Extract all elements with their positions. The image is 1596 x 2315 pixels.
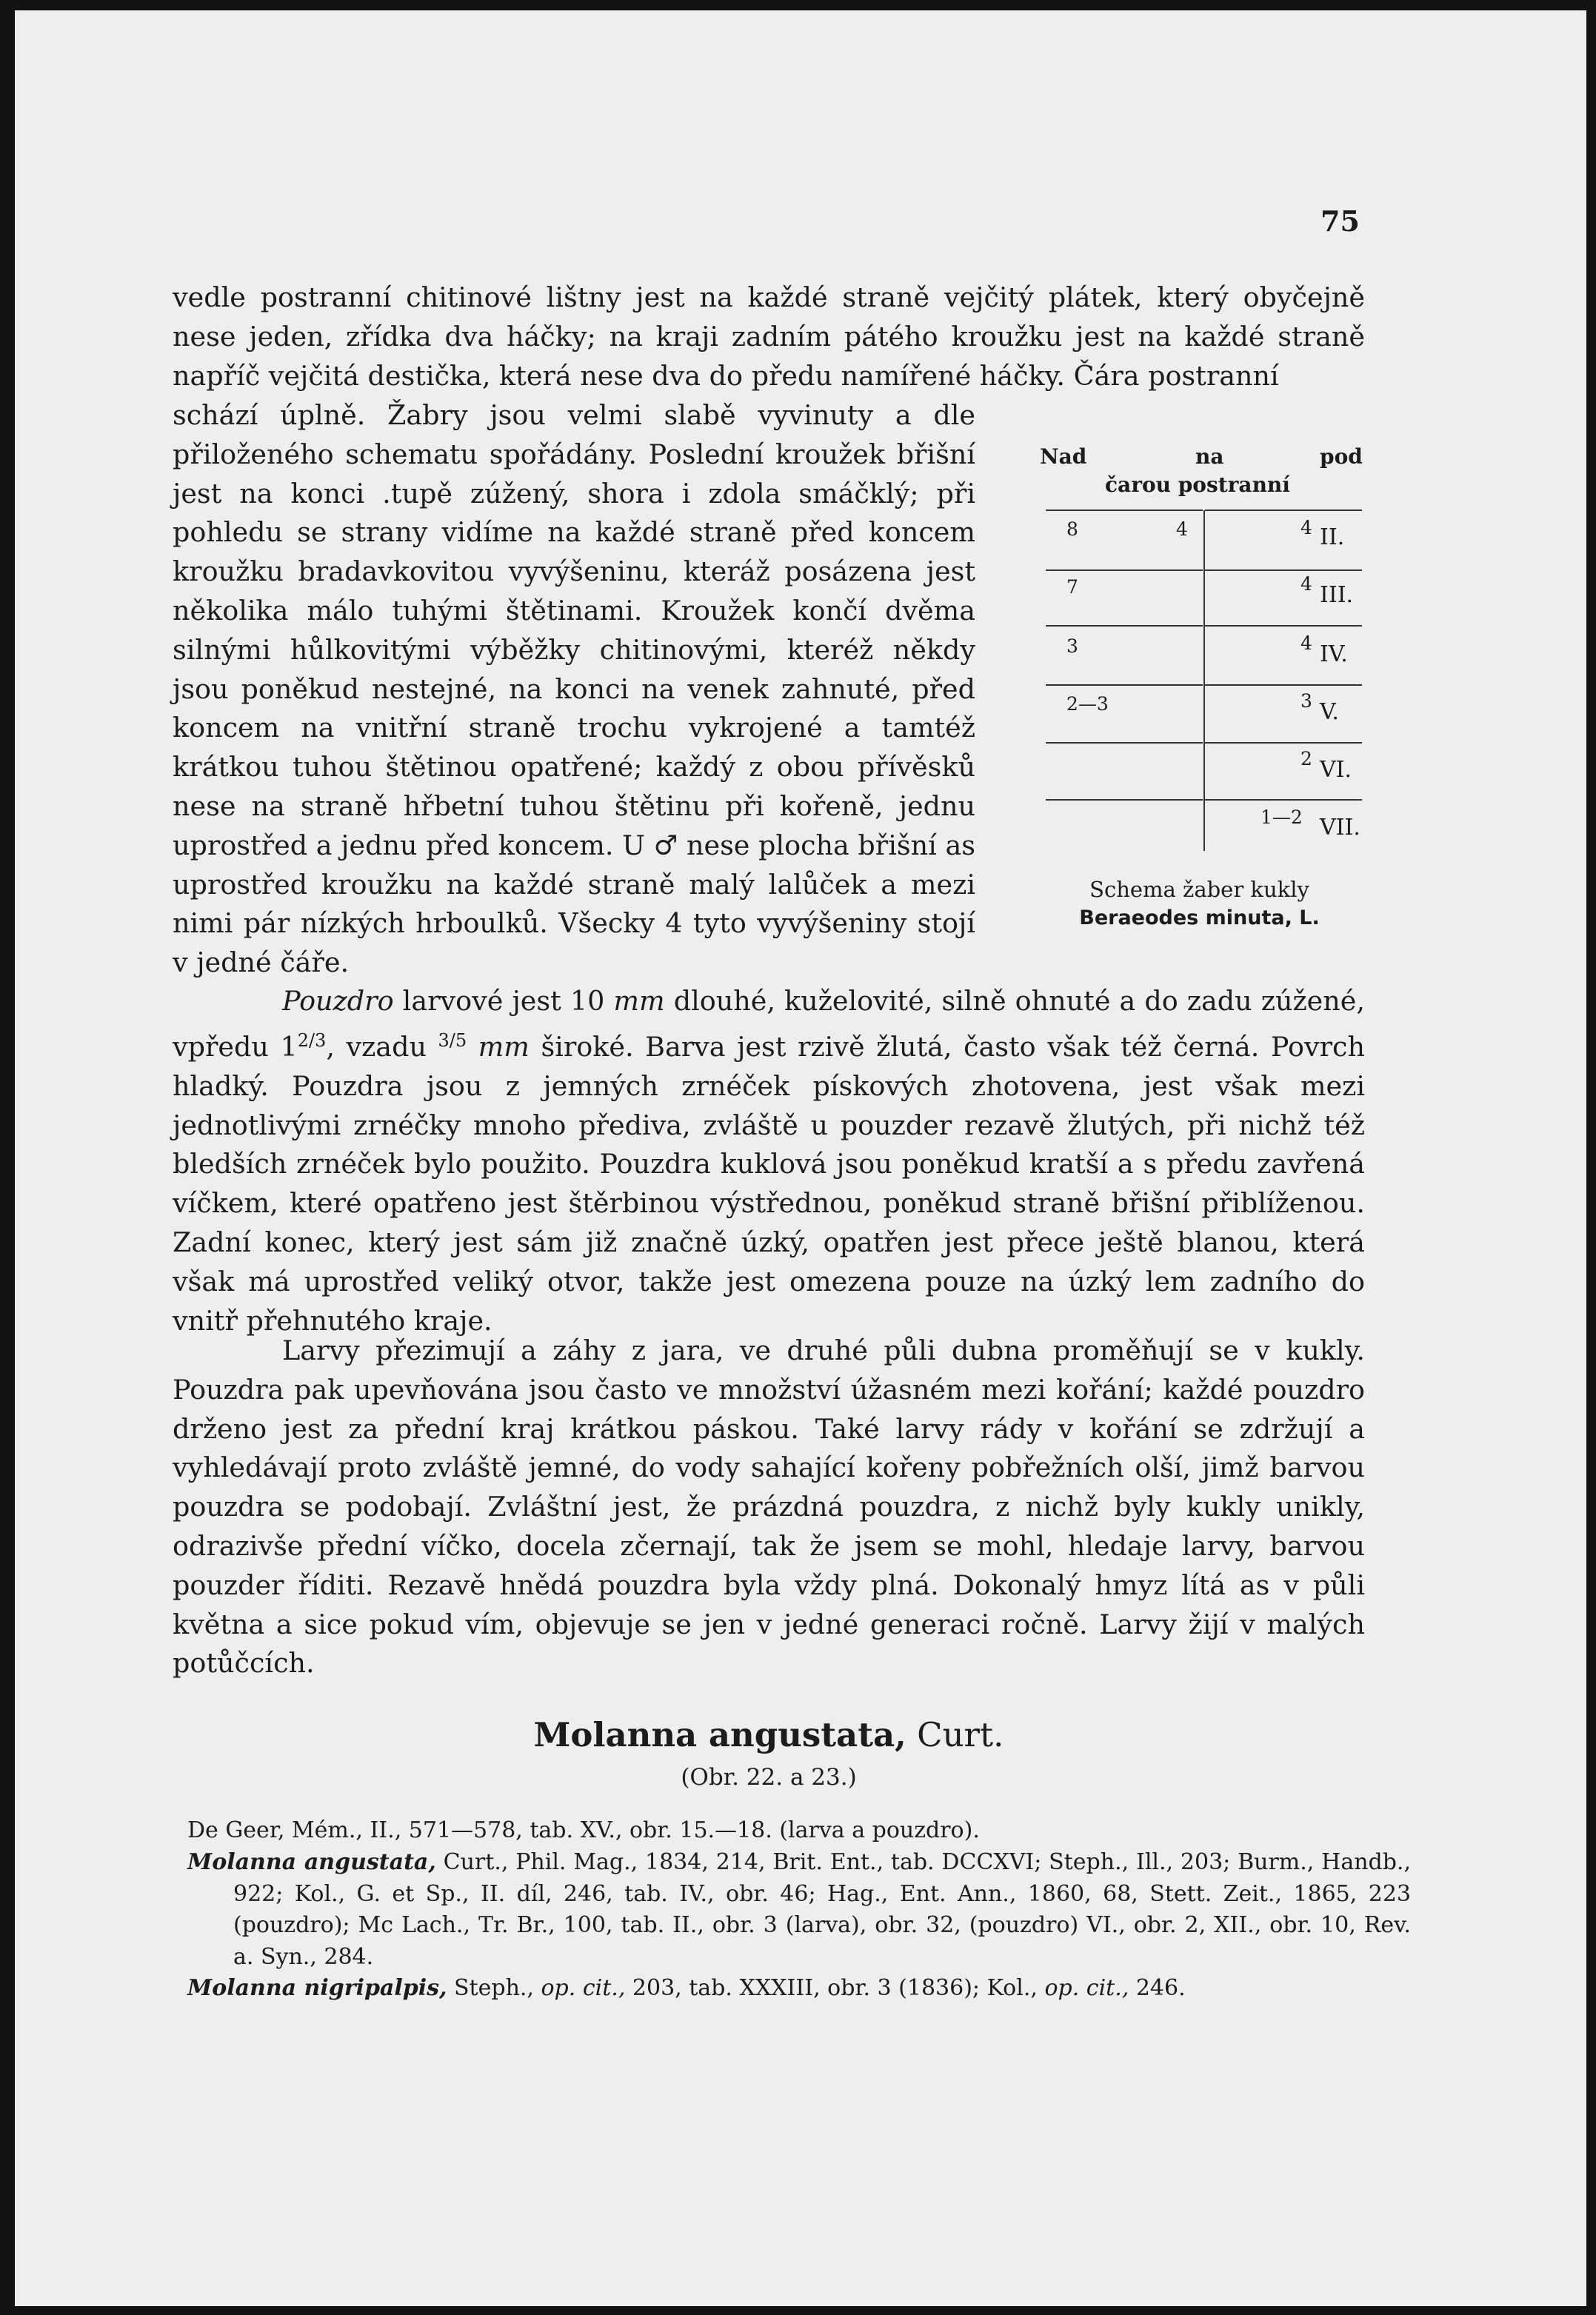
paragraph-top: vedle postranní chitinové lištny jest na každé straně vejčitý plátek, který obyčejně nese jeden, zřídka dva háčky; na kraji zadním pátého kroužku jest na každé straně napříč vejčitá destička, která nese dva do předu namířené háčky. Čára postranní bbox=[173, 281, 1365, 392]
book-page bbox=[15, 10, 1586, 2306]
paragraph-gills: schází úplně. Žabry jsou velmi slabě vyvinuty a dle přiloženého schematu spořádány. Poslední kroužek břišní jest na konci .tupě zúžený, shora i zdola smáčklý; při pohledu se strany vidíme na každé straně před koncem kroužku bradavkovitou vyvýšeninu, kteráž posázena jest několika málo tuhými štětinami. Kroužek končí dvěma silnými hůlkovitými výběžky chitinovými, kteréž někdy jsou poněkud nestejné, na konci na venek zahnuté, před koncem na vnitřní straně trochu vykrojené a tamtéž krátkou tuhou štětinou opatřené; každý z obou přívěsků nese na straně hřbetní tuhou štětinu při kořeně, jednu uprostřed a jednu před koncem. U ♂ nese plocha břišní as uprostřed kroužku na každé straně malý lalůček a mezi nimi pár nízkých hrboulků. Všecky 4 tyto vyvýšeniny stojí v jedné čáře. bbox=[173, 399, 975, 979]
row-line bbox=[1046, 684, 1203, 686]
species-heading: Molanna angustata, Curt. bbox=[533, 1715, 1004, 1754]
row-6-segment: VI. bbox=[1320, 757, 1352, 783]
fraction: 3/5 bbox=[438, 1029, 467, 1051]
row-line bbox=[1205, 799, 1362, 801]
row-2-segment: II. bbox=[1320, 524, 1345, 550]
row-line bbox=[1046, 510, 1203, 511]
schema-header-on: na bbox=[1195, 444, 1224, 469]
row-3-below: 4 bbox=[1300, 573, 1312, 595]
schema-caption-line1: Schema žaber kukly bbox=[1089, 877, 1309, 902]
reference-molanna-nigripalpis: Molanna nigripalpis, Steph., op. cit., 203, tab. XXXIII, obr. 3 (1836); Kol., op. cit., 246. bbox=[187, 1975, 1186, 2001]
row-6-below: 2 bbox=[1300, 748, 1312, 769]
row-4-segment: IV. bbox=[1320, 641, 1348, 667]
row-2-above: 8 bbox=[1066, 518, 1078, 540]
reference-molanna-angustata: Molanna angustata, Curt., Phil. Mag., 1834, 214, Brit. Ent., tab. DCCXVI; Steph., Ill., 203; Burm., Handb., 922; Kol., G. et Sp., II. díl, 246, tab. IV., obr. 46; Hag., Ent. Ann., 1860, 68, Stett. Zeit., 1865, 223 (pouzdro); Mc Lach., Tr. Br., 100, tab. II., obr. 3 (larva), obr. 32, (pouzdro) VI., obr. 2, XII., obr. 10, Rev. a. Syn., 284. bbox=[187, 1849, 1412, 1970]
fraction: 2/3 bbox=[297, 1029, 327, 1051]
row-4-below: 4 bbox=[1300, 632, 1312, 654]
reference-de-geer: De Geer, Mém., II., 571—578, tab. XV., obr. 15.—18. (larva a pouzdro). bbox=[187, 1817, 980, 1843]
row-7-below: 1—2 bbox=[1261, 806, 1303, 828]
row-2-on: 4 bbox=[1176, 518, 1188, 540]
row-2-below: 4 bbox=[1300, 517, 1312, 538]
row-line bbox=[1046, 742, 1203, 744]
page-number: 75 bbox=[1320, 204, 1360, 238]
paragraph-larvae: Larvy přezimují a záhy z jara, ve druhé půli dubna proměňují se v kukly. Pouzdra pak upevňována jsou často ve množství úžasném mezi kořání; každé pouzdro drženo jest za přední kraj krátkou páskou. Také larvy rády v kořání se zdržují a vyhledávají proto zvláště jemné, do vody sahající kořeny pobřežních olší, jimž barvou pouzdra se podobají. Zvláštní jest, že prázdná pouzdra, z nichž byly kukly unikly, odrazivše přední víčko, docela zčernají, tak že jsem se mohl, hledaje larvy, barvou pouzder říditi. Rezavě hnědá pouzdra byla vždy plná. Dokonalý hmyz lítá as v půli května a sice pokud vím, objevuje se jen v jedné generaci ročně. Larvy žijí v malých potůčcích. bbox=[173, 1334, 1365, 1680]
row-5-above: 2—3 bbox=[1066, 693, 1109, 715]
row-line bbox=[1046, 625, 1203, 627]
row-3-above: 7 bbox=[1066, 576, 1078, 598]
schema-caption-species: Beraeodes minuta, L. bbox=[1079, 906, 1320, 929]
row-line bbox=[1205, 625, 1362, 627]
row-line bbox=[1205, 684, 1362, 686]
row-5-segment: V. bbox=[1320, 699, 1339, 725]
row-line bbox=[1205, 569, 1362, 571]
case-term: Pouzdro bbox=[282, 985, 394, 1017]
row-7-segment: VII. bbox=[1320, 815, 1360, 841]
schema-header-below: pod bbox=[1320, 444, 1363, 469]
gill-schema-table bbox=[1031, 440, 1368, 943]
schema-header-lateral-line: čarou postranní bbox=[1105, 472, 1290, 497]
row-line bbox=[1205, 510, 1362, 511]
row-line bbox=[1205, 742, 1362, 744]
figure-reference: (Obr. 22. a 23.) bbox=[681, 1764, 857, 1791]
row-line bbox=[1046, 799, 1203, 801]
row-3-segment: III. bbox=[1320, 582, 1354, 608]
row-line bbox=[1046, 569, 1203, 571]
row-5-below: 3 bbox=[1300, 690, 1312, 712]
schema-header-above: Nad bbox=[1040, 444, 1087, 469]
row-4-above: 3 bbox=[1066, 635, 1078, 657]
paragraph-case: Pouzdro larvové jest 10 mm dlouhé, kuželovité, silně ohnuté a do zadu zúžené, vpředu $1^{2/3}$, vzadu $^{3/5}$ mm široké. Barva jest rzivě žlutá, často však též černá. Povrch hladký. Pouzdra jsou z jemných zrnéček pískových zhotovena, jest však mezi jednotlivými zrnéčky mnoho přediva, zvláště u pouzder rezavě žlutých, při nichž též bledších zrnéček bylo použito. Pouzdra kuklová jsou poněkud kratší a s předu zavřená víčkem, které opatřeno jest štěrbinou výstřednou, poněkud straně břišní přiblíženou. Zadní konec, který jest sám již značně úzký, opatřen jest přece ještě blanou, která však má uprostřed veliký otvor, takže jest omezena pouze na úzký lem zadního do vnitř přehnutého kraje. bbox=[173, 985, 1366, 1337]
